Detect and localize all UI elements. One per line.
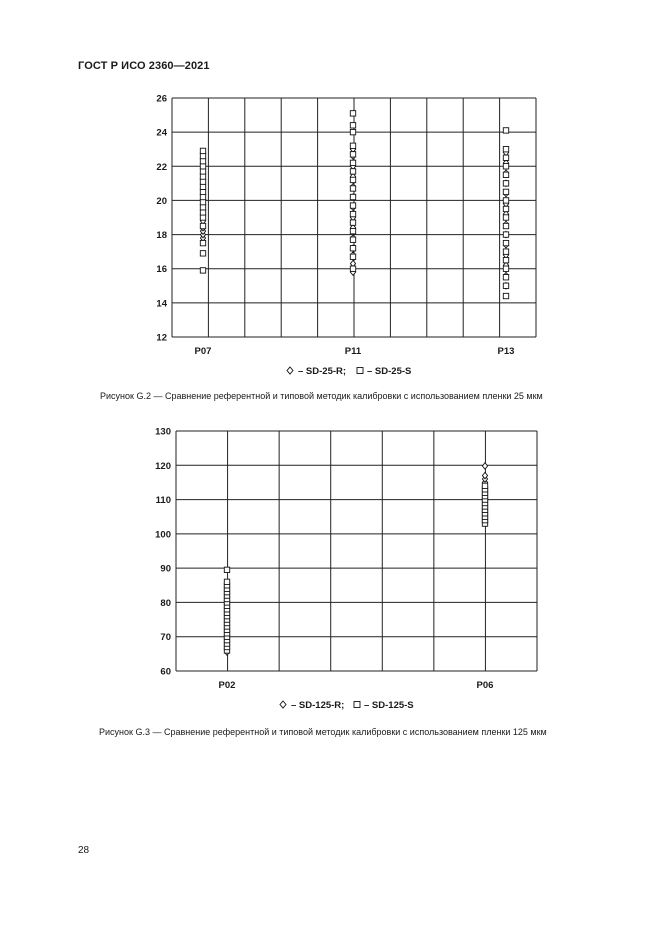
data-point-diamond [482,463,487,469]
figure-caption-g3: Рисунок G.3 — Сравнение референтной и типовой методик калибровки с использованием пленки 125 мкм [99,727,547,737]
y-tick-label: 24 [156,127,167,139]
x-tick-label: P07 [194,346,212,357]
y-tick-label: 16 [156,264,167,276]
figure-caption-g2: Рисунок G.2 — Сравнение референтной и типовой методик калибровки с использованием пленки 25 мкм [100,391,543,401]
y-tick-label: 60 [160,666,171,678]
y-tick-label: 22 [156,161,167,173]
legend-diamond-icon [280,701,286,708]
y-tick-label: 20 [156,195,167,207]
legend-label-r: – SD-25-R; [298,366,347,377]
y-tick-label: 18 [156,230,167,242]
document-header: ГОСТ Р ИСО 2360—2021 [78,60,210,72]
x-tick-label: P02 [218,680,236,691]
legend-label-s: – SD-25-S [367,366,412,377]
y-tick-label: 70 [160,632,171,644]
data-point-square [224,579,229,584]
y-tick-label: 130 [155,426,171,438]
x-tick-label: P11 [344,346,362,357]
y-tick-label: 90 [160,563,171,575]
y-tick-label: 14 [156,298,167,310]
page-number: 28 [78,845,90,856]
legend-label-s: – SD-125-S [364,700,414,711]
data-point-square [482,483,487,488]
legend-label-r: – SD-125-R; [291,700,345,711]
data-point-square [224,567,229,572]
y-tick-label: 80 [160,597,171,609]
x-tick-label: P06 [476,680,494,691]
y-tick-label: 26 [156,93,167,105]
y-tick-label: 100 [155,529,171,541]
y-tick-label: 12 [156,332,167,344]
y-tick-label: 110 [155,495,171,507]
y-tick-label: 120 [155,460,171,472]
x-tick-label: P13 [497,346,515,357]
legend-square-icon [354,702,360,708]
